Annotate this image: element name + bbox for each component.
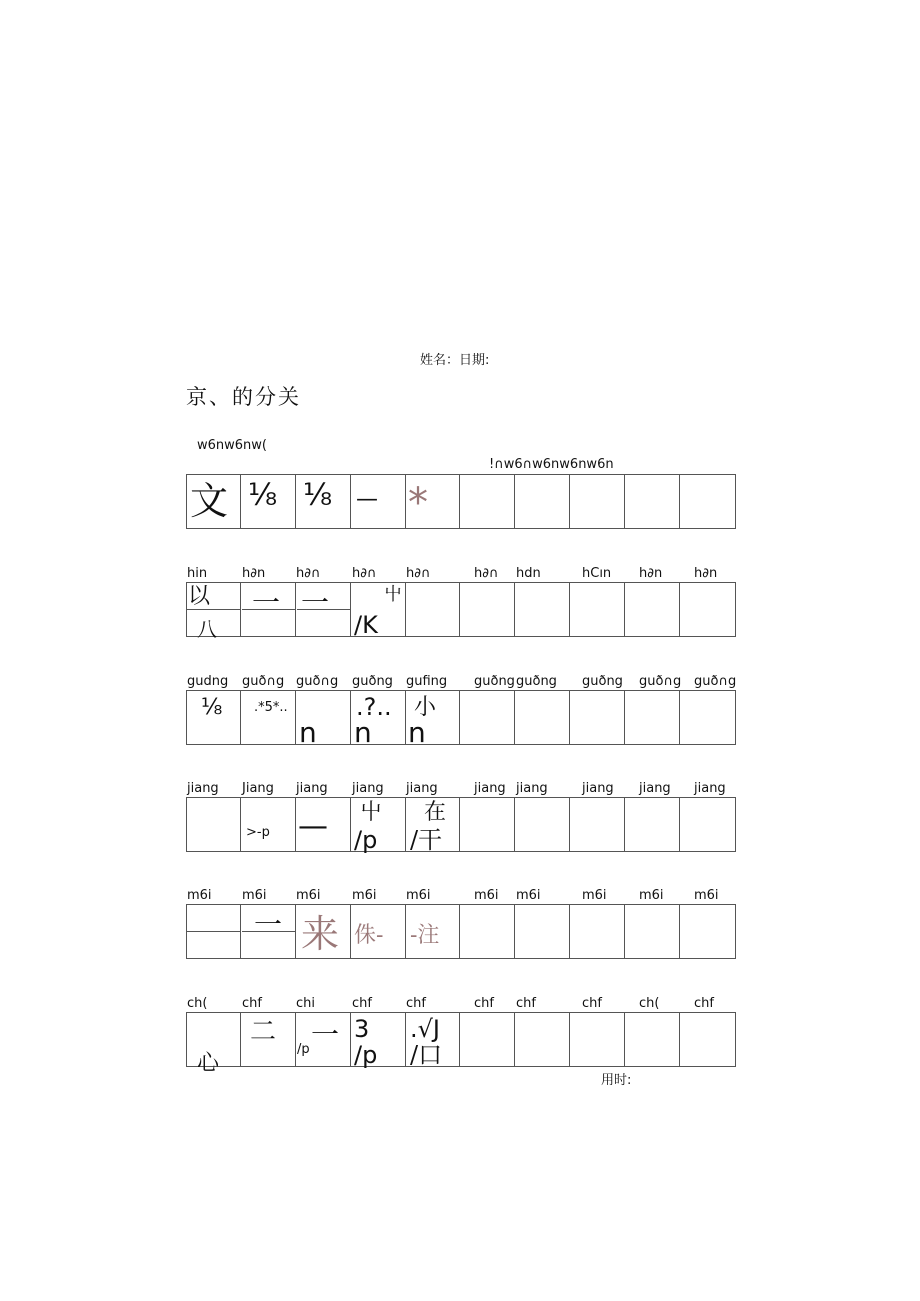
grid-cell[interactable] xyxy=(571,583,625,636)
pinyin-row xyxy=(186,566,736,582)
grid-cell[interactable] xyxy=(516,691,570,744)
pinyin-label: ch( xyxy=(187,996,208,1011)
pinyin-label: chf xyxy=(474,996,494,1011)
pinyin-label: h∂n xyxy=(242,566,266,581)
cell-glyph: n xyxy=(299,716,317,749)
pinyin-label: guðng xyxy=(474,674,515,689)
cell-glyph: * xyxy=(408,480,428,526)
grid-cell[interactable] xyxy=(352,905,406,958)
pinyin-label: jiang xyxy=(187,781,219,796)
cell-glyph: .?.. xyxy=(356,693,392,721)
pinyin-label: guð∩g xyxy=(242,674,285,689)
cell-glyph: ⅛ xyxy=(303,478,333,513)
grid-cell[interactable] xyxy=(406,583,460,636)
worksheet-heading: 京、的分关 xyxy=(186,385,301,409)
character-grid xyxy=(186,582,736,641)
grid-cell[interactable] xyxy=(571,691,625,744)
grid-cell[interactable] xyxy=(242,1013,296,1066)
pinyin-row xyxy=(186,888,736,904)
pinyin-label: h∂∩ xyxy=(406,566,431,581)
pinyin-label: guðng xyxy=(516,674,557,689)
pinyin-label: chf xyxy=(516,996,536,1011)
grid-cell[interactable] xyxy=(461,475,515,528)
pinyin-label: m6i xyxy=(474,888,499,903)
grid-cell[interactable] xyxy=(516,798,570,851)
grid-cell[interactable] xyxy=(516,905,570,958)
cell-glyph: n xyxy=(408,716,426,749)
pinyin-label: chi xyxy=(296,996,315,1011)
name-date-label: 姓名：日期: xyxy=(420,353,490,368)
grid-cell[interactable] xyxy=(187,1013,241,1076)
cell-glyph: 心 xyxy=(197,1051,220,1076)
cell-glyph: /K xyxy=(354,611,378,639)
pinyin-label: guðng xyxy=(352,674,393,689)
grid-cell[interactable] xyxy=(297,583,351,636)
pinyin-label: h∂∩ xyxy=(296,566,321,581)
grid-cell[interactable] xyxy=(626,691,680,744)
grid-cell[interactable] xyxy=(406,798,460,854)
pinyin-label: jiang xyxy=(639,781,671,796)
grid-cell[interactable] xyxy=(681,691,735,744)
grid-cell[interactable] xyxy=(461,905,515,958)
time-label: 用时: xyxy=(601,1073,632,1088)
pinyin-label: m6i xyxy=(694,888,719,903)
cell-glyph: 八 xyxy=(197,617,217,641)
grid-cell[interactable] xyxy=(461,798,515,851)
pinyin-label: Jiang xyxy=(242,781,274,796)
cell-glyph: /口 xyxy=(410,1041,443,1069)
grid-cell[interactable] xyxy=(352,691,406,749)
pinyin-label: m6i xyxy=(516,888,541,903)
character-grid xyxy=(186,690,736,749)
grid-cell[interactable] xyxy=(571,475,625,528)
grid-cell[interactable] xyxy=(187,691,241,744)
grid-cell[interactable] xyxy=(242,691,296,744)
grid-cell[interactable] xyxy=(516,583,570,636)
pinyin-label: h∂∩ xyxy=(474,566,499,581)
pinyin-label: m6i xyxy=(582,888,607,903)
pinyin-label: ch( xyxy=(639,996,660,1011)
pinyin-label: h∂n xyxy=(694,566,718,581)
cell-glyph: 侏- xyxy=(354,923,384,948)
grid-cell[interactable] xyxy=(297,1013,351,1066)
cell-glyph: 二 xyxy=(250,1017,277,1047)
cell-glyph: .*5*.. xyxy=(254,700,288,715)
pinyin-label: jiang xyxy=(516,781,548,796)
pinyin-label: m6i xyxy=(639,888,664,903)
cell-guideline xyxy=(187,609,240,610)
grid-cell[interactable] xyxy=(681,475,735,528)
pinyin-row xyxy=(186,781,736,797)
cell-guideline xyxy=(187,931,240,932)
pinyin-label: hdn xyxy=(516,566,541,581)
pinyin-label: h∂∩ xyxy=(352,566,377,581)
pinyin-row xyxy=(186,996,736,1012)
pinyin-label: guð∩g xyxy=(296,674,339,689)
pinyin-label: gudng xyxy=(187,674,229,689)
pinyin-label: chf xyxy=(694,996,714,1011)
pinyin-label: m6i xyxy=(352,888,377,903)
cell-glyph: 一 xyxy=(311,1018,340,1051)
grid-cell[interactable] xyxy=(571,1013,625,1066)
pinyin-label: jiang xyxy=(474,781,506,796)
cell-glyph: 文 xyxy=(190,479,229,523)
pinyin-label: guðng xyxy=(582,674,623,689)
grid-cell[interactable] xyxy=(187,475,241,528)
grid-cell[interactable] xyxy=(352,475,406,528)
cell-glyph: 一 xyxy=(254,908,283,941)
grid-cell[interactable] xyxy=(406,1013,460,1069)
pinyin-label: h∂n xyxy=(639,566,663,581)
grid-cell[interactable] xyxy=(626,798,680,851)
cell-glyph: 来 xyxy=(301,912,340,956)
pinyin-label: chf xyxy=(406,996,426,1011)
cell-glyph: ⅛ xyxy=(201,695,223,720)
cell-glyph: >-p xyxy=(246,825,270,840)
cell-glyph: 以 xyxy=(188,584,211,609)
cell-glyph: 一 xyxy=(301,586,330,619)
pinyin-label: jiang xyxy=(296,781,328,796)
grid-cell[interactable] xyxy=(681,1013,735,1066)
grid-cell[interactable] xyxy=(242,798,296,851)
grid-cell[interactable] xyxy=(406,905,460,958)
grid-cell[interactable] xyxy=(297,475,351,528)
pinyin-label: guð∩g xyxy=(694,674,737,689)
grid-cell[interactable] xyxy=(681,798,735,851)
grid-cell[interactable] xyxy=(406,691,460,749)
grid-cell[interactable] xyxy=(626,1013,680,1066)
grid-cell[interactable] xyxy=(626,583,680,636)
grid-cell[interactable] xyxy=(352,583,406,639)
grid-cell[interactable] xyxy=(187,583,241,641)
grid-cell[interactable] xyxy=(242,583,296,636)
pinyin-label: m6i xyxy=(406,888,431,903)
cell-glyph: 一 xyxy=(252,586,281,619)
grid-cell[interactable] xyxy=(681,583,735,636)
grid-cell[interactable] xyxy=(516,475,570,528)
cell-glyph: -注 xyxy=(410,923,440,948)
grid-cell[interactable] xyxy=(461,1013,515,1066)
grid-cell[interactable] xyxy=(461,583,515,636)
cell-glyph: .√J xyxy=(410,1015,440,1043)
pinyin-label: jiang xyxy=(694,781,726,796)
cell-glyph: — xyxy=(356,487,378,512)
pinyin-label: jiang xyxy=(352,781,384,796)
cell-glyph: /p xyxy=(297,1042,310,1057)
cell-glyph: /干 xyxy=(410,826,443,854)
grid-cell[interactable] xyxy=(297,691,351,749)
grid-cell[interactable] xyxy=(297,905,351,958)
grid-cell[interactable] xyxy=(681,905,735,958)
top-left-pinyin: w6nw6nw( xyxy=(197,438,267,453)
pinyin-label: chf xyxy=(352,996,372,1011)
cell-glyph: /p xyxy=(354,1041,378,1069)
grid-cell[interactable] xyxy=(187,905,241,958)
character-grid xyxy=(186,904,736,959)
cell-glyph: 屮 xyxy=(360,800,383,825)
pinyin-label: hin xyxy=(187,566,208,581)
cell-glyph: /p xyxy=(354,826,378,854)
character-grid xyxy=(186,1012,736,1076)
pinyin-label: gufing xyxy=(406,674,448,689)
pinyin-label: jiang xyxy=(582,781,614,796)
pinyin-label: m6i xyxy=(242,888,267,903)
grid-cell[interactable] xyxy=(461,691,515,744)
pinyin-label: m6i xyxy=(296,888,321,903)
cell-glyph: 3 xyxy=(354,1015,370,1043)
pinyin-label: chf xyxy=(242,996,262,1011)
grid-cell[interactable] xyxy=(571,905,625,958)
grid-cell[interactable] xyxy=(297,798,351,851)
cell-glyph: 在 xyxy=(424,800,447,825)
pinyin-label: hCın xyxy=(582,566,612,581)
character-grid xyxy=(186,797,736,852)
cell-glyph: 小 xyxy=(414,695,437,720)
character-grid xyxy=(186,474,736,529)
grid-cell[interactable] xyxy=(626,905,680,958)
pinyin-label: jiang xyxy=(406,781,438,796)
pinyin-row xyxy=(186,674,736,690)
grid-cell[interactable] xyxy=(242,905,296,958)
grid-cell[interactable] xyxy=(242,475,296,528)
grid-cell[interactable] xyxy=(352,798,406,854)
cell-glyph: n xyxy=(354,716,372,749)
top-right-pinyin: !∩w6∩w6nw6nw6n xyxy=(489,457,614,472)
pinyin-label: m6i xyxy=(187,888,212,903)
grid-cell[interactable] xyxy=(571,798,625,851)
grid-cell[interactable] xyxy=(406,475,460,528)
pinyin-label: guð∩g xyxy=(639,674,682,689)
cell-glyph: 屮 xyxy=(384,584,402,605)
grid-cell[interactable] xyxy=(516,1013,570,1066)
grid-cell[interactable] xyxy=(626,475,680,528)
grid-cell[interactable] xyxy=(187,798,241,851)
pinyin-label: chf xyxy=(582,996,602,1011)
cell-glyph: — xyxy=(298,809,328,844)
cell-glyph: ⅛ xyxy=(248,478,278,513)
grid-cell[interactable] xyxy=(352,1013,406,1069)
